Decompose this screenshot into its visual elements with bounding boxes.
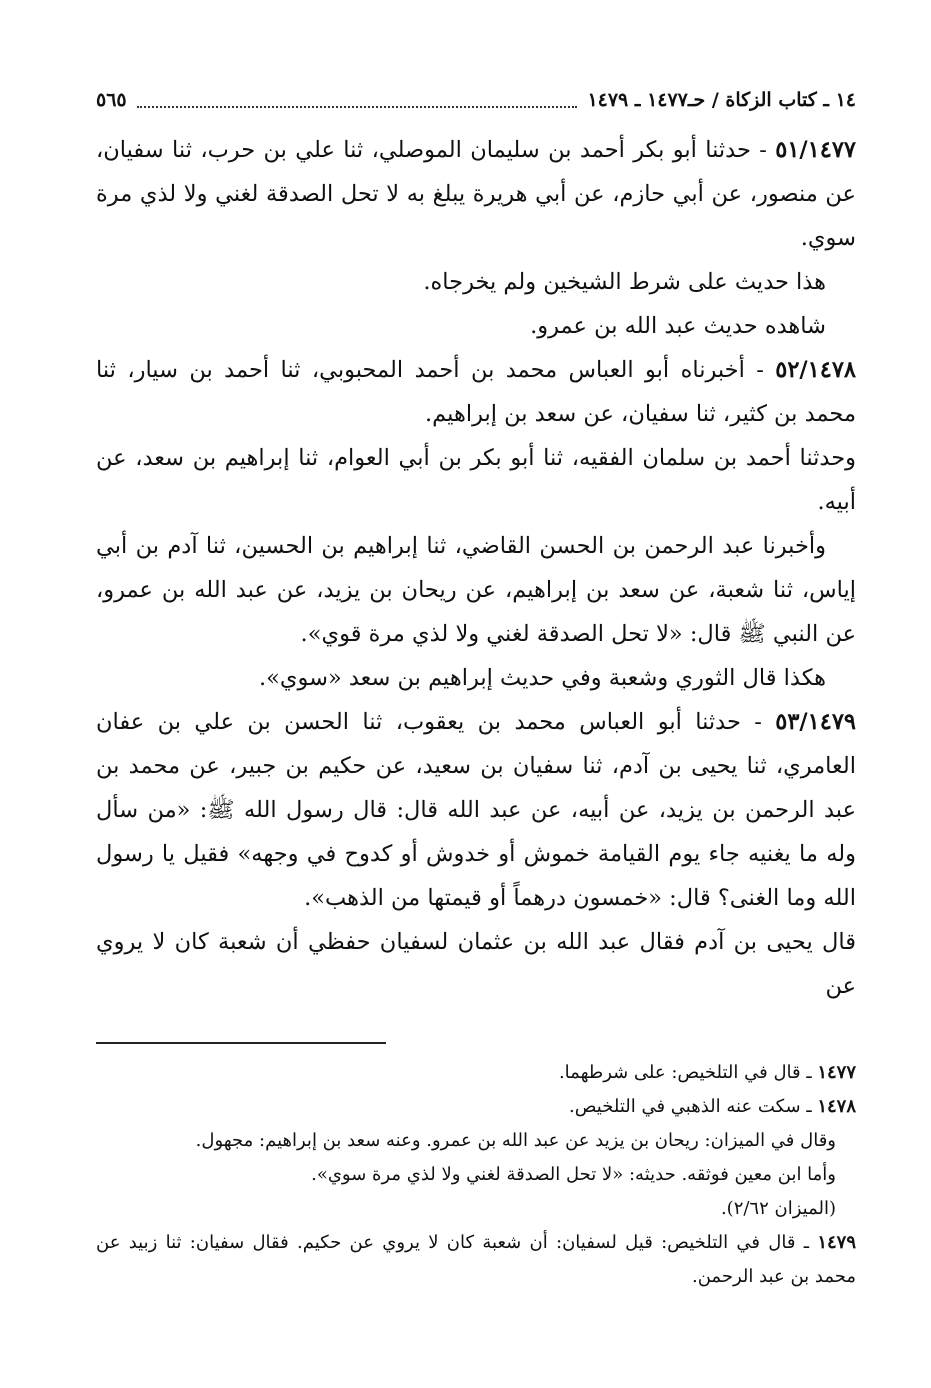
footnote-line: [96, 1158, 856, 1192]
paragraph-text: قال يحيى بن آدم فقال عبد الله بن عثمان لسفيان حفظي أن شعبة كان لا يروي عن: [96, 929, 856, 999]
footnote: [96, 1090, 856, 1124]
page-number: ٥٦٥: [96, 89, 127, 111]
document-page: [96, 80, 856, 1294]
paragraph-text: - أخبرناه أبو العباس محمد بن أحمد المحبوبي، ثنا أحمد بن سيار، ثنا محمد بن كثير، ثنا سفيان، عن سعد بن إبراهيم.: [96, 357, 856, 427]
commentary-paragraph: [96, 656, 856, 700]
hadith-paragraph: [96, 128, 856, 260]
continuation-paragraph: [96, 920, 856, 1008]
chain-paragraph: [96, 524, 856, 656]
paragraph-text: هكذا قال الثوري وشعبة وفي حديث إبراهيم بن سعد «سوي».: [258, 665, 826, 691]
footnote-text: وأما ابن معين فوثقه. حديثه: «لا تحل الصدقة لغني ولا لذي مرة سوي».: [311, 1164, 836, 1185]
paragraph-text: هذا حديث على شرط الشيخين ولم يخرجاه.: [423, 269, 826, 295]
footnote-line: [96, 1124, 856, 1158]
paragraph-text: وحدثنا أحمد بن سلمان الفقيه، ثنا أبو بكر بن أبي العوام، ثنا إبراهيم بن سعد، عن أبيه.: [96, 445, 856, 515]
footnote-text: ـ قال في التلخيص: قيل لسفيان: أن شعبة كان لا يروي عن حكيم. فقال سفيان: ثنا زبيد عن محمد بن عبد الرحمن.: [96, 1232, 856, 1287]
footnote: [96, 1056, 856, 1090]
hadith-paragraph: [96, 700, 856, 920]
footnote-text: ـ سكت عنه الذهبي في التلخيص.: [569, 1096, 818, 1117]
hadith-number: ٥٣/١٤٧٩: [775, 709, 856, 735]
chain-paragraph: [96, 436, 856, 524]
footnote-line: [96, 1192, 856, 1226]
footnote-number: ١٤٧٩: [817, 1232, 856, 1253]
hadith-number: ٥١/١٤٧٧: [775, 137, 856, 163]
footnotes: [96, 1056, 856, 1294]
paragraph-text: وأخبرنا عبد الرحمن بن الحسن القاضي، ثنا إبراهيم بن الحسين، ثنا آدم بن أبي إياس، ثنا شعبة، عن سعد بن إبراهيم، عن ريحان بن يزيد، عن عبد الله بن عمرو، عن النبي ﷺ قال: «لا تحل الصدقة لغني ولا لذي مرة قوي».: [96, 533, 856, 647]
footnote-text: وقال في الميزان: ريحان بن يزيد عن عبد الله بن عمرو. وعنه سعد بن إبراهيم: مجهول.: [195, 1130, 836, 1151]
commentary-paragraph: [96, 260, 856, 304]
running-header: [96, 80, 856, 120]
commentary-paragraph: [96, 304, 856, 348]
paragraph-text: - حدثنا أبو العباس محمد بن يعقوب، ثنا الحسن بن علي بن عفان العامري، ثنا يحيى بن آدم، ثنا سفيان بن سعيد، عن حكيم بن جبير، عن محمد بن عبد الرحمن بن يزيد، عن أبيه، عن عبد الله قال: قال رسول الله ﷺ: «من سأل وله ما يغنيه جاء يوم القيامة خموش أو خدوش أو كدوح في وجهه» فقيل يا رسول الله وما الغنى؟ قال: «خمسون درهماً أو قيمتها من الذهب».: [96, 709, 856, 911]
paragraph-text: شاهده حديث عبد الله بن عمرو.: [530, 313, 826, 339]
footnote: [96, 1226, 856, 1294]
hadith-number: ٥٢/١٤٧٨: [775, 357, 856, 383]
paragraph-text: - حدثنا أبو بكر أحمد بن سليمان الموصلي، ثنا علي بن حرب، ثنا سفيان، عن منصور، عن أبي حازم، عن أبي هريرة يبلغ به لا تحل الصدقة لغني ولا لذي مرة سوي.: [96, 137, 856, 251]
footnote-number: ١٤٧٨: [817, 1096, 856, 1117]
hadith-paragraph: [96, 348, 856, 436]
footnote-text: ـ قال في التلخيص: على شرطهما.: [558, 1062, 818, 1083]
header-title: ١٤ ـ كتاب الزكاة / حـ١٤٧٧ ـ ١٤٧٩: [587, 89, 856, 111]
footnote-text: (الميزان ٢/٦٢).: [720, 1198, 836, 1219]
footnote-separator: [96, 1042, 386, 1044]
footnote-number: ١٤٧٧: [817, 1062, 856, 1083]
header-dotted-leader: [137, 92, 578, 108]
